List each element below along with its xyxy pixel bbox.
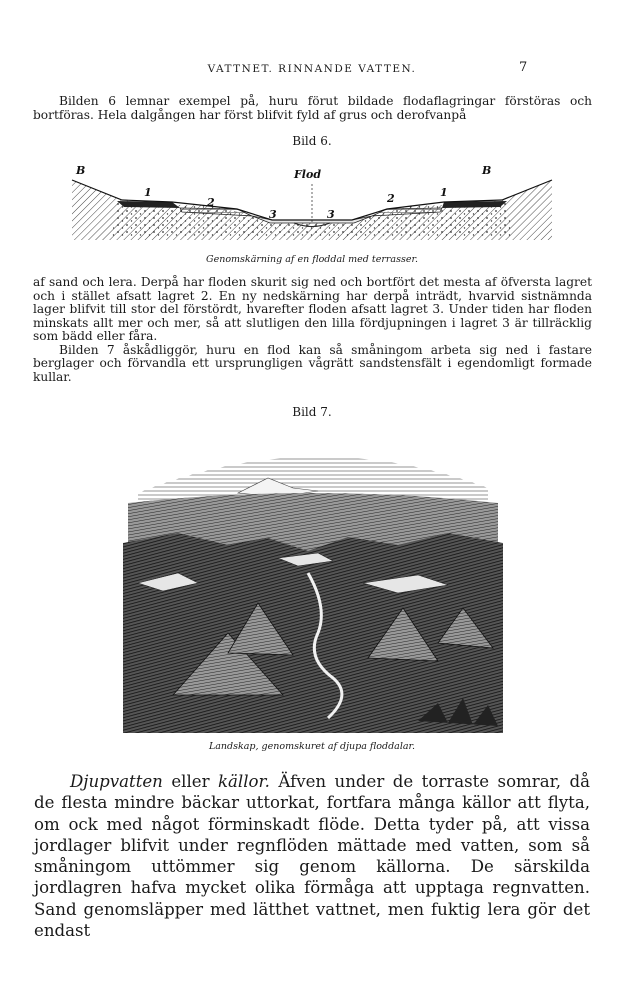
paragraph-1: Bilden 6 lemnar exempel på, huru förut bildade flodaflagringar förstöras och bortföras. Hela dalgången har först blifvit fyld af grus och derofvanpå (33, 94, 592, 122)
label-left-2: 2 (207, 196, 215, 209)
section-body: Äfven under de torraste somrar, då de flesta mindre bäckar uttorkat, fortfara många källor att flyta, om ock med något förminskadt flöde. Detta tyder på, att vissa jordlager blifvit under regnflöden mättade med vatten, som så småningom uttömmer sig genom källorna. De särskilda jordlagren hafva mycket olika förmåga att upptaga regnvatten. Sand genomsläpper med lätthet vattnet, men fuktig lera gör det endast (34, 772, 590, 941)
label-right-3: 3 (327, 208, 335, 221)
label-flod: Flod (294, 168, 322, 181)
label-right-1: 1 (440, 186, 448, 199)
term-djupvatten: Djupvatten (70, 772, 163, 791)
paragraph-2-3-block (33, 276, 592, 384)
page-number: 7 (519, 60, 528, 75)
section-paragraph (34, 771, 590, 941)
figure-6-label: Bild 6. (292, 134, 332, 148)
paragraph-2: af sand och lera. Derpå har floden skurit sig ned och bortfört det mesta af öfversta lagret och i stället afsatt lagret 2. En ny nedskärning har derpå inträdt, hvarvid sistnämnda lager blifvit till stor del förstördt, hvarefter floden afsatt lagret 3. Under tiden har floden minskats allt mer och mer, så att slutligen den lilla fördjupningen i lagret 3 är tillräcklig som bädd eller fåra. (33, 275, 592, 343)
label-right-2: 2 (387, 192, 395, 205)
figure-7-caption: Landskap, genomskuret af djupa floddalar. (208, 741, 416, 752)
paragraph-3: Bilden 7 åskådliggör, huru en flod kan så småningom arbeta sig ned i fastare berglager och förvandla ett ursprungligen vågrätt sandstensfält i egendomligt formade kullar. (33, 342, 592, 384)
figure-6-cross-section (62, 160, 562, 250)
figure-7-landscape-engraving (118, 433, 508, 733)
paragraph-1-block (33, 95, 592, 122)
label-right-b: B (482, 164, 492, 177)
figure-7-label: Bild 7. (292, 405, 332, 419)
label-left-b: B (76, 164, 86, 177)
running-header: VATTNET. RINNANDE VATTEN. (207, 63, 417, 75)
term-kallor: källor. (217, 772, 270, 791)
label-left-1: 1 (144, 186, 152, 199)
section-djupvatten (34, 771, 590, 941)
label-left-3: 3 (269, 208, 277, 221)
term-connector: eller (162, 772, 218, 791)
figure-6-caption: Genomskärning af en floddal med terrasser. (206, 254, 418, 265)
